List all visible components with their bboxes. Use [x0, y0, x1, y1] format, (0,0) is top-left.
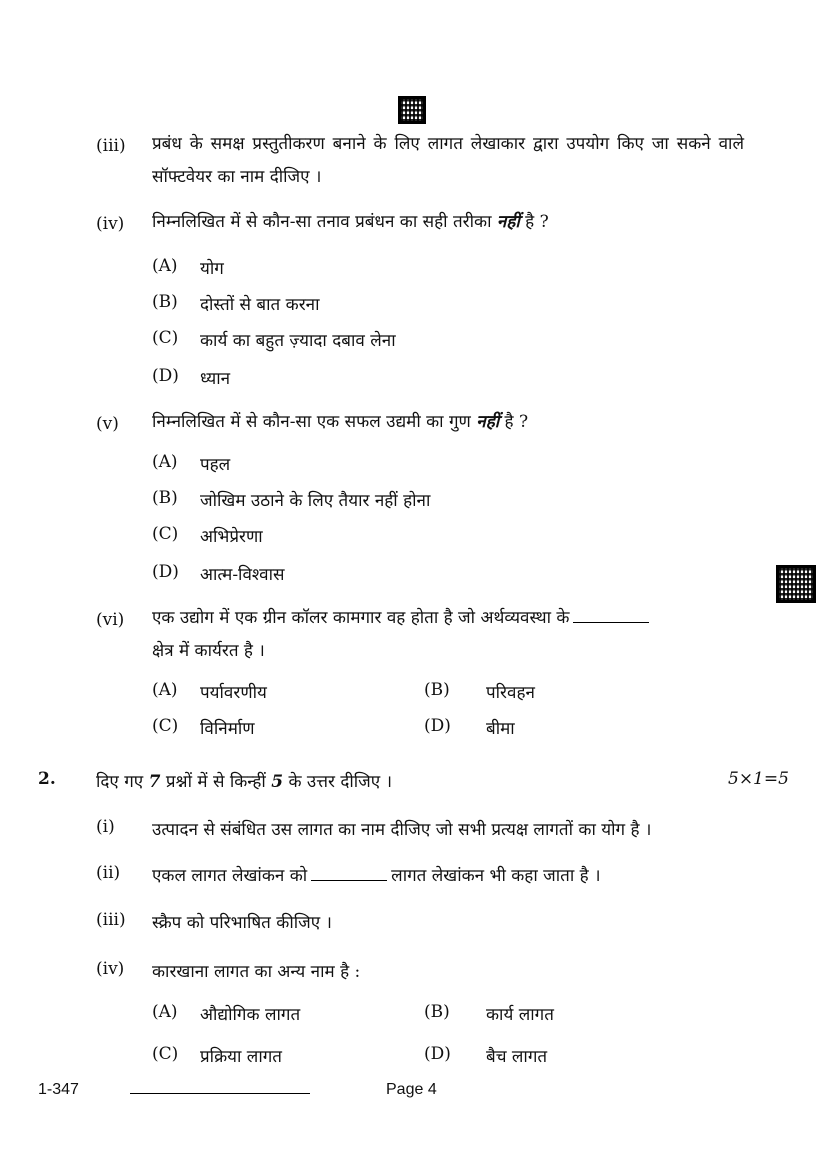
option-letter: (D) [152, 562, 179, 582]
option-text: योग [200, 259, 224, 279]
option-text: विनिर्माण [200, 719, 255, 739]
option-letter: (C) [152, 328, 179, 348]
paper-code: 1-347 [38, 1081, 79, 1098]
fill-blank [311, 866, 387, 881]
option-letter: (D) [152, 366, 179, 386]
question-text: एकल लागत लेखांकन को लागत लेखांकन भी कहा जाता है । [152, 866, 601, 886]
question-number: 2. [38, 769, 56, 789]
option-text: दोस्तों से बात करना [200, 295, 320, 315]
option-letter: (C) [152, 524, 179, 544]
option-text: अभिप्रेरणा [200, 527, 263, 547]
question-number: (ii) [96, 863, 121, 883]
option-text: बीमा [486, 719, 515, 739]
question-text: प्रबंध के समक्ष प्रस्तुतीकरण बनाने के लिए लागत लेखाकार द्वारा उपयोग किए जा सकने वाले सॉफ्टवेयर का नाम दीजिए । [152, 134, 744, 187]
option-letter: (A) [152, 452, 178, 472]
option-text: कार्य का बहुत ज़्यादा दबाव लेना [200, 331, 396, 351]
option-letter: (A) [152, 256, 178, 276]
question-number: (iv) [96, 959, 125, 979]
footer-divider [130, 1093, 310, 1094]
option-text: जोखिम उठाने के लिए तैयार नहीं होना [200, 491, 431, 511]
option-letter: (D) [424, 1044, 451, 1064]
question-text: दिए गए 7 प्रश्नों में से किन्हीं 5 के उत्तर दीजिए । [96, 772, 393, 792]
option-letter: (A) [152, 680, 178, 700]
option-text: प्रक्रिया लागत [200, 1047, 282, 1067]
emphasis-text: नहीं [496, 212, 520, 232]
option-text: आत्म-विश्वास [200, 565, 285, 585]
option-text: ध्यान [200, 369, 231, 389]
option-letter: (D) [424, 716, 451, 736]
option-text: औद्योगिक लागत [200, 1005, 301, 1025]
option-letter: (B) [424, 680, 450, 700]
option-letter: (B) [152, 488, 178, 508]
question-number: (iii) [96, 910, 126, 930]
question-text: निम्नलिखित में से कौन-सा तनाव प्रबंधन का सही तरीका नहीं है ? [152, 212, 549, 232]
question-number: (v) [96, 414, 119, 434]
question-text: स्क्रैप को परिभाषित कीजिए । [152, 913, 333, 933]
question-text: कारखाना लागत का अन्य नाम है : [152, 962, 361, 982]
option-letter: (B) [424, 1002, 450, 1022]
option-text: बैच लागत [486, 1047, 548, 1067]
option-text: पर्यावरणीय [200, 683, 267, 703]
qr-code-icon [398, 96, 426, 124]
question-number: (iv) [96, 214, 125, 234]
question-number: (i) [96, 817, 115, 837]
option-letter: (A) [152, 1002, 178, 1022]
option-letter: (C) [152, 716, 179, 736]
qr-code-icon [776, 565, 816, 603]
option-letter: (C) [152, 1044, 179, 1064]
question-text: उत्पादन से संबंधित उस लागत का नाम दीजिए जो सभी प्रत्यक्ष लागतों का योग है । [152, 820, 652, 840]
option-letter: (B) [152, 292, 178, 312]
question-number: (iii) [96, 136, 126, 156]
option-text: पहल [200, 455, 231, 475]
emphasis-text: नहीं [476, 412, 500, 432]
question-text: एक उद्योग में एक ग्रीन कॉलर कामगार वह होता है जो अर्थव्यवस्था के क्षेत्र में कार्यरत है । [152, 602, 744, 668]
page-number: Page 4 [386, 1081, 437, 1098]
option-text: कार्य लागत [486, 1005, 554, 1025]
question-number: (vi) [96, 610, 125, 630]
marks-label: 5×1=5 [728, 769, 789, 789]
fill-blank [573, 608, 649, 623]
option-text: परिवहन [486, 683, 535, 703]
question-text: निम्नलिखित में से कौन-सा एक सफल उद्यमी का गुण नहीं है ? [152, 412, 529, 432]
